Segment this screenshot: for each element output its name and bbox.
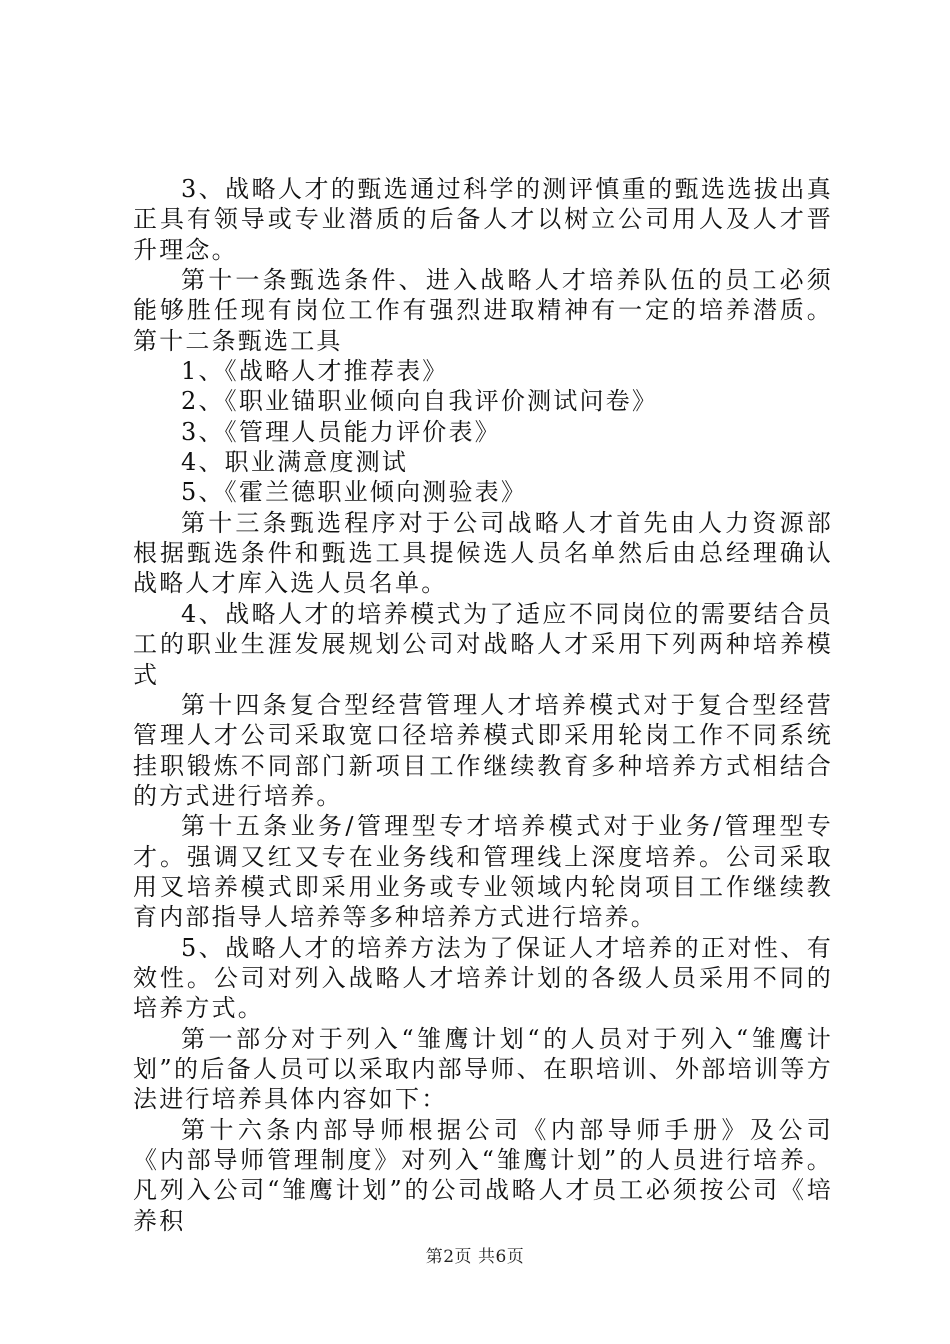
paragraph-article-15: 第十五条业务/管理型专才培养模式对于业务/管理型专才。强调又红又专在业务线和管理线上深度培养。公司采取用叉培养模式即采用业务或专业领域内轮岗项目工作继续教育内部指导人培养等多种培养方式进行培养。 — [133, 812, 833, 932]
list-item-tool-3: 3、《管理人员能力评价表》 — [181, 417, 501, 446]
list-item-tool-4: 4、职业满意度测试 — [181, 448, 409, 477]
list-item-tool-1: 1、《战略人才推荐表》 — [181, 357, 449, 386]
paragraph-training-method: 5、战略人才的培养方法为了保证人才培养的正对性、有效性。公司对列入战略人才培养计划的各级人员采用不同的培养方式。 — [133, 933, 833, 1023]
list-item-tool-2: 2、《职业锚职业倾向自我评价测试问卷》 — [181, 387, 659, 416]
paragraph-selection-principle: 3、战略人才的甄选通过科学的测评慎重的甄选选拔出真正具有领导或专业潜质的后备人才以树立公司用人及人才晋升理念。 — [133, 175, 833, 264]
paragraph-training-model: 4、战略人才的培养模式为了适应不同岗位的需要结合员工的职业生涯发展规划公司对战略人才采用下列两种培养模式 — [133, 599, 833, 689]
page-indicator: 第2页 共6页 — [425, 1247, 525, 1267]
paragraph-article-14: 第十四条复合型经营管理人才培养模式对于复合型经营管理人才公司采取宽口径培养模式即采用轮岗工作不同系统挂职锻炼不同部门新项目工作继续教育多种培养方式相结合的方式进行培养。 — [133, 690, 833, 810]
paragraph-article-11: 第十一条甄选条件、进入战略人才培养队伍的员工必须能够胜任现有岗位工作有强烈进取精神有一定的培养潜质。第十二条甄选工具 — [133, 266, 833, 355]
paragraph-article-16: 第十六条内部导师根据公司《内部导师手册》及公司《内部导师管理制度》对列入“雏鹰计划”的人员进行培养。凡列入公司“雏鹰计划”的公司战略人才员工必须按公司《培养积 — [133, 1115, 833, 1235]
page-footer — [0, 1242, 950, 1267]
document-body — [133, 174, 833, 1236]
list-item-tool-5: 5、《霍兰德职业倾向测验表》 — [181, 478, 528, 507]
paragraph-part-one: 第一部分对于列入“雏鹰计划“的人员对于列入“雏鹰计划”的后备人员可以采取内部导师、在职培训、外部培训等方法进行培养具体内容如下： — [133, 1024, 833, 1114]
paragraph-article-13: 第十三条甄选程序对于公司战略人才首先由人力资源部根据甄选条件和甄选工具提候选人员名单然后由总经理确认战略人才库入选人员名单。 — [133, 508, 833, 598]
